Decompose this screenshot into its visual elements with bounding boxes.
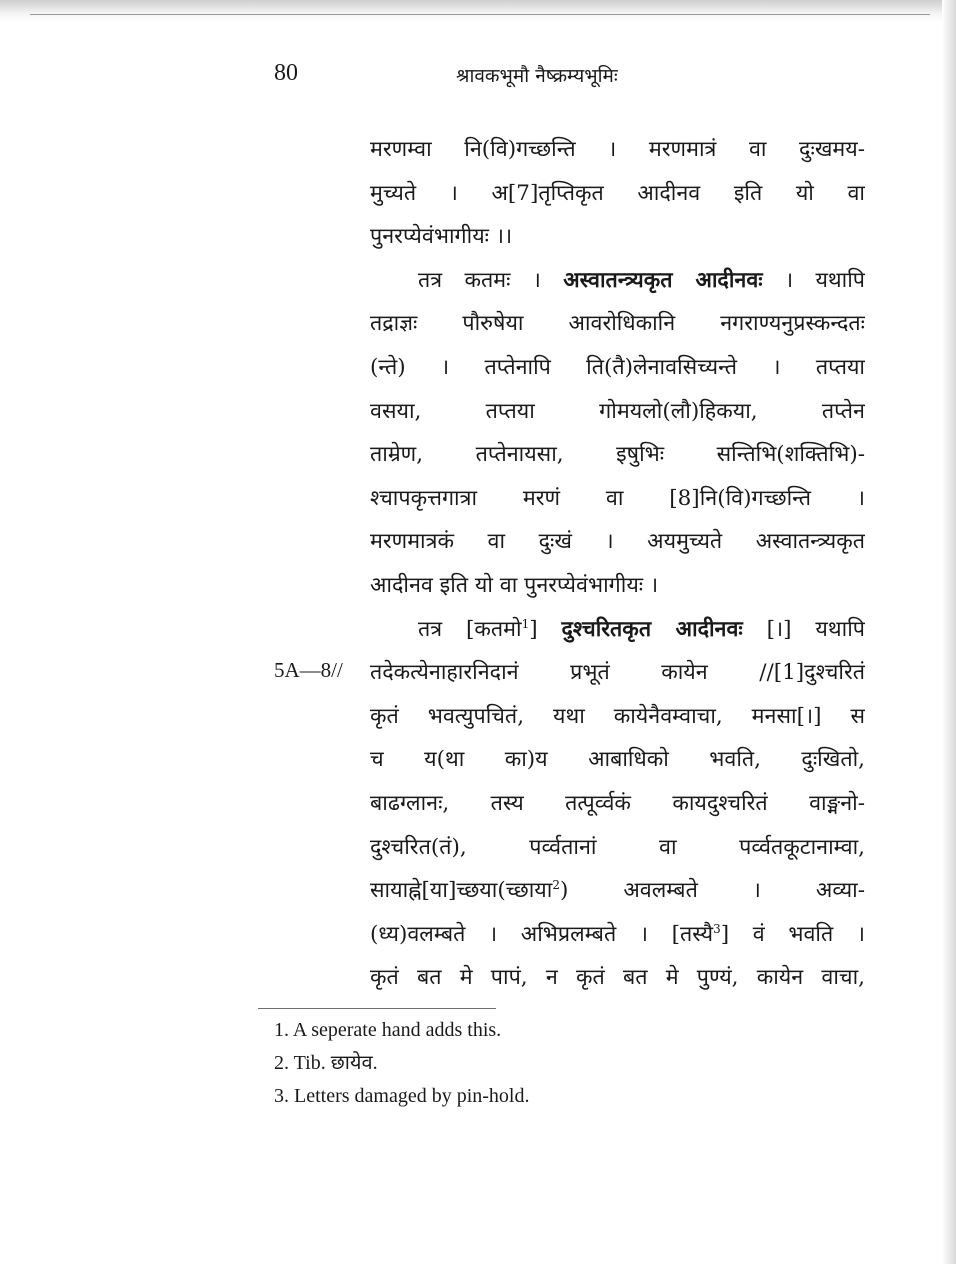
section-heading: दुश्चरितकृत आदीनवः: [561, 616, 743, 642]
text-line: दुश्चरित(तं), पर्व्वतानां वा पर्व्वतकूटानाम्वा,: [370, 834, 865, 860]
text-line: मरणमात्रकं वा दुःखं । अयमुच्यते अस्वातन्त्र्यकृत: [370, 529, 865, 555]
text-line: तत्र [कतमो$^1$] दुश्चरितकृत आदीनवः [।] यथापि: [418, 616, 865, 642]
section-heading: अस्वातन्त्र्यकृत आदीनवः: [563, 267, 763, 293]
margin-reference: 5A—8//: [274, 658, 343, 682]
text-line: कृतं बत मे पापं, न कृतं बत मे पुण्यं, कायेन वाचा,: [370, 965, 865, 991]
scan-edge-top: [0, 0, 956, 22]
text-line: ताम्रेण, तप्तेनायसा, इषुभिः सन्तिभि(शक्तिभि)-: [370, 442, 865, 468]
footnotes: [274, 1014, 530, 1113]
footnote: 1. A seperate hand adds this.: [274, 1019, 502, 1041]
footnote-rule: [258, 1008, 496, 1009]
text-line: मरणम्वा नि(वि)गच्छन्ति । मरणमात्रं वा दुःखमय-: [370, 137, 865, 162]
text-line: आदीनव इति यो वा पुनरप्येवंभागीयः ।: [370, 572, 659, 598]
text-line: तदेकत्येनाहारनिदानं प्रभूतं कायेन //[1]दुश्चरितं: [370, 660, 865, 686]
text-line: वसया, तप्तया गोमयलो(लौ)हिकया, तप्तेन: [370, 398, 865, 424]
text-line: पुनरप्येवंभागीयः ।।: [370, 224, 513, 250]
text-line: तत्र कतमः । अस्वातन्त्र्यकृत आदीनवः । यथापि: [418, 267, 865, 293]
scan-edge-right: [942, 0, 956, 1264]
footnote: 2. Tib. छायेव.: [274, 1052, 378, 1074]
scan-line: [30, 14, 930, 15]
footnote-marker: 2: [552, 877, 560, 892]
text-line: कृतं भवत्युपचितं, यथा कायेनैवम्वाचा, मनसा[।] स: [370, 703, 865, 729]
page-number: 80: [274, 60, 298, 86]
text-line: बाढग्लानः, तस्य तत्पूर्व्वकं कायदुश्चरितं वाङ्मनो-: [370, 790, 865, 816]
text-line: (ध्य)वलम्बते । अभिप्रलम्बते । [तस्यै$^3$] वं भवति ।: [370, 921, 865, 947]
sanskrit-text-block: [370, 128, 865, 1000]
text-line: मुच्यते । अ[7]तृप्तिकृत आदीनव इति यो वा: [370, 180, 865, 206]
running-header: श्रावकभूमौ नैष्क्रम्यभूमिः: [456, 65, 618, 87]
footnote-marker: 1: [521, 616, 530, 631]
footnote: 3. Letters damaged by pin-hold.: [274, 1085, 530, 1107]
text-line: सायाह्ने[या]च्छया(च्छाया$^2$) अवलम्बते । अव्या-: [370, 877, 865, 904]
text-line: श्चापकृत्तगात्रा मरणं वा [8]नि(वि)गच्छन्ति ।: [370, 485, 865, 511]
text-line: (न्ते) । तप्तेनापि ति(तै)लेनावसिच्यन्ते । तप्तया: [370, 354, 865, 380]
text-line: तद्राज्ञः पौरुषेया आवरोधिकानि नगराण्यनुप्रस्कन्दतः: [370, 311, 865, 337]
footnote-marker: 3: [713, 921, 721, 936]
text-line: च य(था का)य आबाधिको भवति, दुःखितो,: [370, 747, 865, 773]
